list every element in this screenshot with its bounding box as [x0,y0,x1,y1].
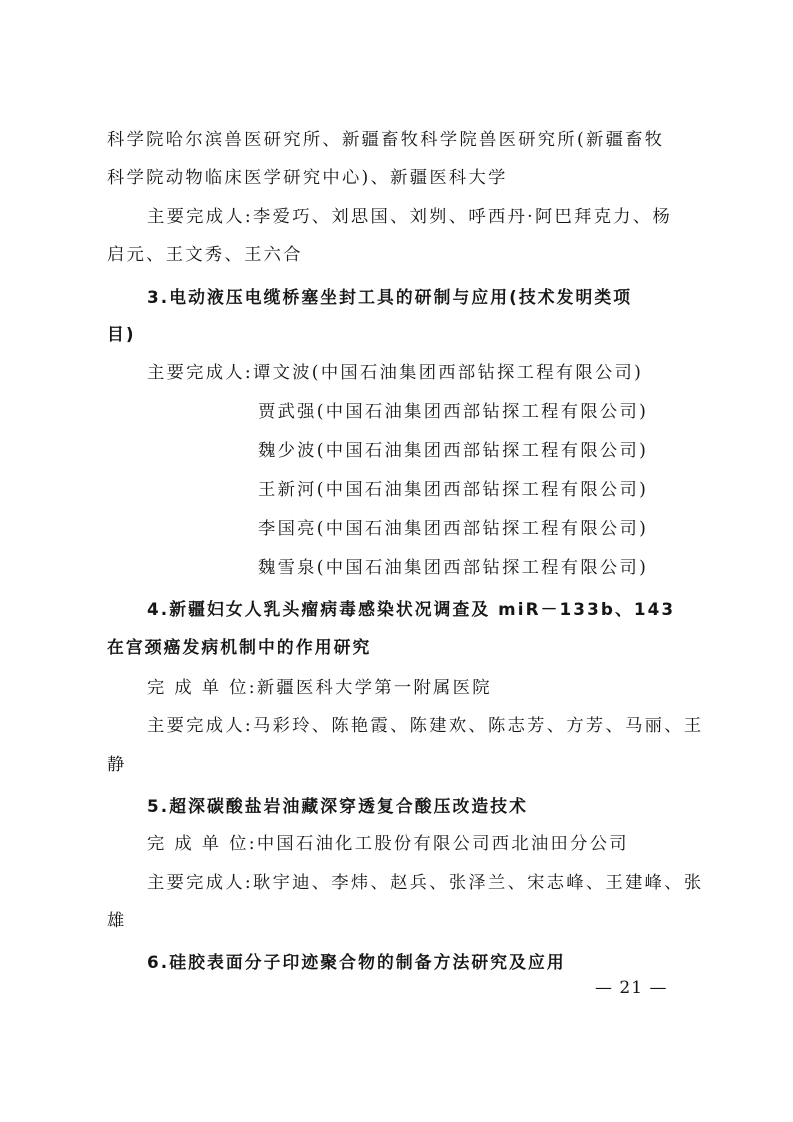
text-line: 雄 [107,911,127,931]
section-heading: 在宫颈癌发病机制中的作用研究 [107,637,372,657]
section-heading: 3.电动液压电缆桥塞坐封工具的研制与应用(技术发明类项 [147,287,633,307]
text-line: 魏雪泉(中国石油集团西部钻探工程有限公司) [258,558,649,578]
text-line: 王新河(中国石油集团西部钻探工程有限公司) [258,480,649,500]
section-heading: 目) [107,324,136,344]
text-line: 主要完成人:马彩玲、陈艳霞、陈建欢、陈志芳、方芳、马丽、王 [147,716,704,736]
text-line: 启元、王文秀、王六合 [107,245,303,265]
text-line: 李国亮(中国石油集团西部钻探工程有限公司) [258,519,649,539]
text-line: 科学院哈尔滨兽医研究所、新疆畜牧科学院兽医研究所(新疆畜牧 [107,130,665,150]
text-line: 贾武强(中国石油集团西部钻探工程有限公司) [258,402,649,422]
section-heading: 4.新疆妇女人乳头瘤病毒感染状况调查及 miR－133b、143 [147,599,676,619]
section-heading: 6.硅胶表面分子印迹聚合物的制备方法研究及应用 [147,952,566,972]
section-heading: 5.超深碳酸盐岩油藏深穿透复合酸压改造技术 [147,796,528,816]
text-line: 完 成 单 位:新疆医科大学第一附属医院 [147,678,492,698]
text-line: 主要完成人:李爱巧、刘思国、刘刿、呼西丹·阿巴拜克力、杨 [147,207,673,227]
page-number-text: — 21 — [595,978,668,998]
text-line: 主要完成人:耿宇迪、李炜、赵兵、张泽兰、宋志峰、王建峰、张 [147,873,704,893]
text-line: 魏少波(中国石油集团西部钻探工程有限公司) [258,441,649,461]
text-line: 完 成 单 位:中国石油化工股份有限公司西北油田分公司 [147,834,629,854]
text-line: 科学院动物临床医学研究中心)、新疆医科大学 [107,168,508,188]
text-line: 主要完成人:谭文波(中国石油集团西部钻探工程有限公司) [147,363,644,383]
text-line: 静 [107,755,127,775]
